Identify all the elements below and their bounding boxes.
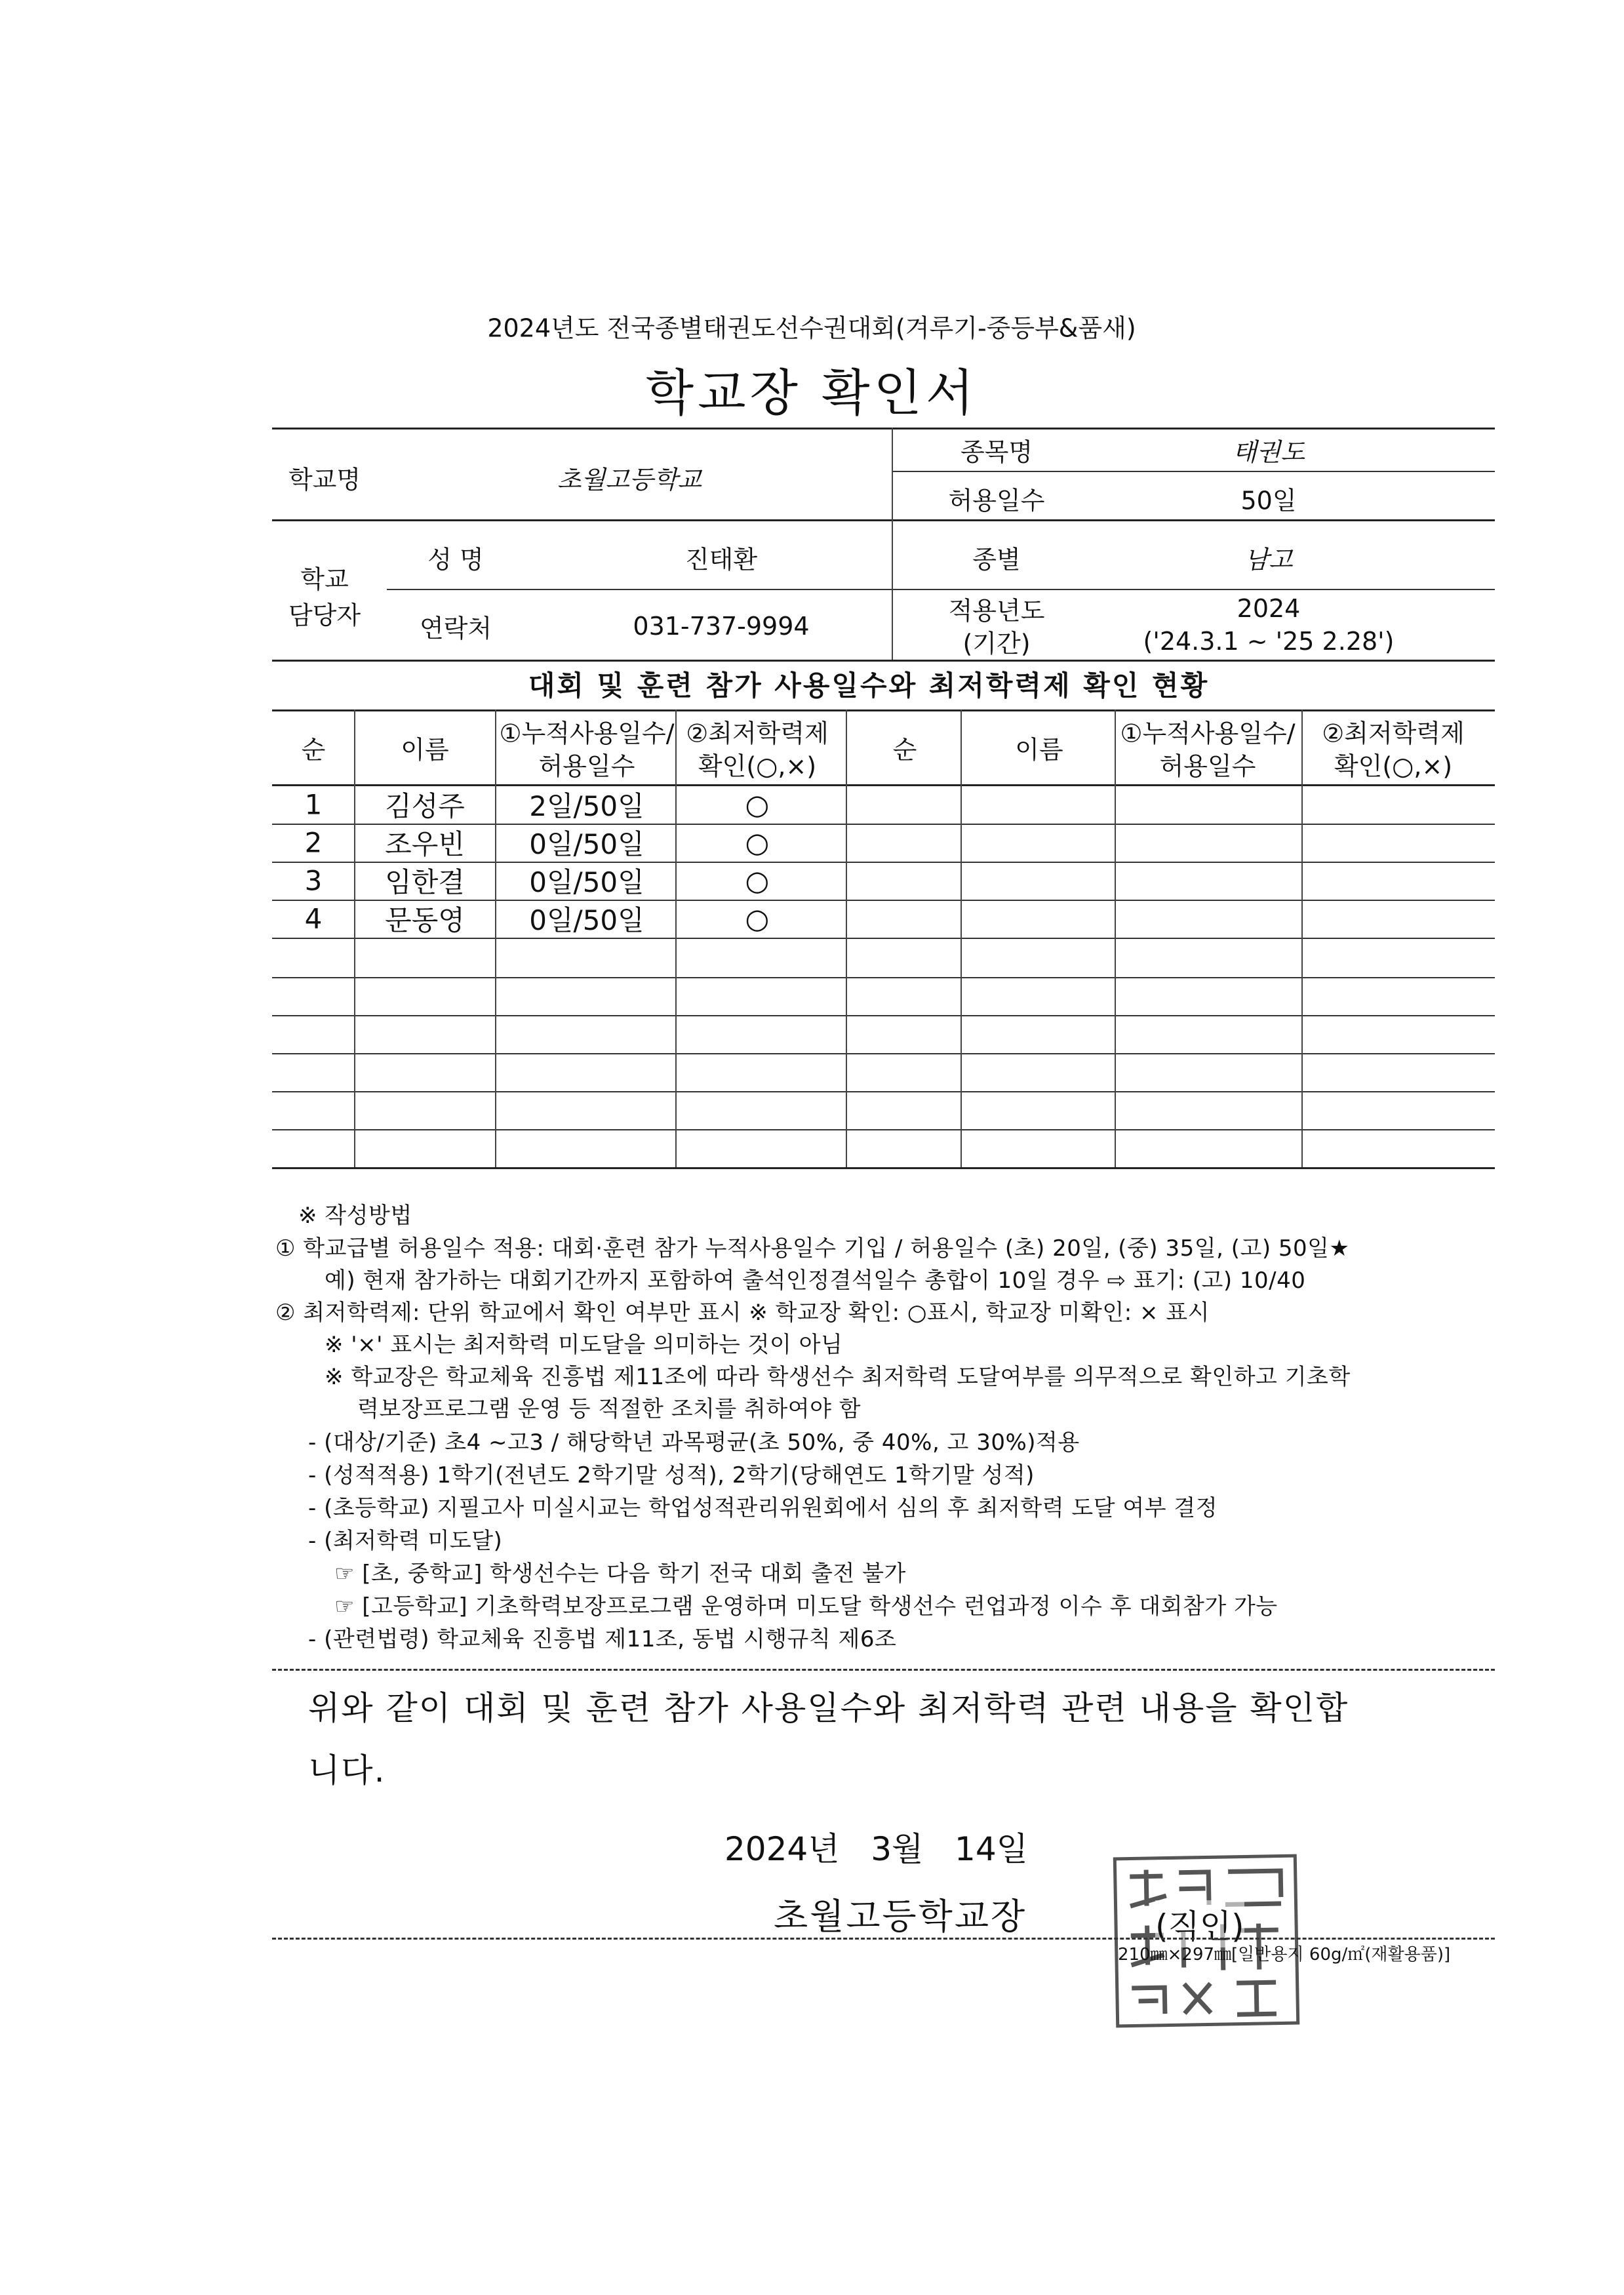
seal-label: (직인) — [1155, 1900, 1244, 1947]
note-line: - (초등학교) 지필고사 미실시교는 학업성적관리위원회에서 심의 후 최저학력 도달 여부 결정 — [308, 1495, 1218, 1521]
status-table-title: 대회 및 훈련 참가 사용일수와 최저학력제 확인 현황 — [528, 669, 1210, 702]
signer-name: 초월고등학교장 — [774, 1896, 1027, 1937]
sport-value: 태권도 — [1232, 437, 1305, 467]
confirm-statement: 위와 같이 대회 및 훈련 참가 사용일수와 최저학력 관련 내용을 확인합 — [308, 1689, 1349, 1727]
category-value: 남고 — [1244, 545, 1293, 574]
contact-person-label-2: 담당자 — [288, 601, 361, 630]
note-line: - (관련법령) 학교체육 진흥법 제11조, 동법 시행규칙 제6조 — [308, 1626, 897, 1652]
note-line: 력보장프로그램 운영 등 적절한 조치를 취하여야 함 — [357, 1396, 862, 1422]
row-check: ○ — [745, 902, 770, 935]
note-line: - (대상/기준) 초4 ~고3 / 해당학년 과목평균(초 50%, 중 40%, 고 30%)적용 — [308, 1429, 1080, 1456]
note-line: ☞ [고등학교] 기초학력보장프로그램 운영하며 미도달 학생선수 런업과정 이수 후 대회참가 가능 — [334, 1593, 1278, 1620]
row-check: ○ — [745, 826, 770, 859]
header-days-right: ①누적사용일수/ — [1120, 719, 1296, 748]
school-label: 학교명 — [288, 465, 361, 494]
header-check-left-2: 확인(○,×) — [698, 751, 817, 781]
row-days: 2일/50일 — [529, 790, 644, 822]
contact-person-label: 학교 — [300, 565, 349, 594]
header-name-left: 이름 — [401, 735, 449, 765]
year-label: 적용년도 — [948, 596, 1045, 626]
phone-label: 연락처 — [419, 614, 492, 643]
row-days: 0일/50일 — [529, 904, 644, 936]
row-days: 0일/50일 — [529, 866, 644, 898]
note-line: ※ 학교장은 학교체육 진흥법 제11조에 따라 학생선수 최저학력 도달여부를 의무적으로 확인하고 기초학 — [325, 1364, 1351, 1390]
name-label: 성 명 — [427, 545, 484, 574]
header-check-left: ②최저학력제 — [686, 719, 829, 748]
row-no: 2 — [304, 826, 323, 859]
header-days-right-2: 허용일수 — [1159, 751, 1256, 781]
allowed-days-value: 50일 — [1240, 486, 1297, 515]
confirm-statement-2: 니다. — [308, 1751, 386, 1789]
note-line: 예) 현재 참가하는 대회기간까지 포함하여 출석인정결석일수 총합이 10일 경우 ⇨ 표기: (고) 10/40 — [325, 1267, 1306, 1294]
note-line: - (최저학력 미도달) — [308, 1528, 503, 1554]
school-value: 초월고등학교 — [557, 465, 702, 494]
note-line: - (성적적용) 1학기(전년도 2학기말 성적), 2학기(당해연도 1학기말 성적) — [308, 1462, 1035, 1488]
notes-heading: ※ 작성방법 — [298, 1203, 412, 1229]
row-days: 0일/50일 — [529, 828, 644, 860]
row-no: 1 — [304, 788, 323, 821]
row-name: 문동영 — [385, 904, 465, 936]
year-value: 2024 — [1237, 594, 1301, 623]
row-name: 조우빈 — [385, 828, 465, 860]
header-days-left-2: 허용일수 — [538, 751, 635, 781]
note-line: ② 최저학력제: 단위 학교에서 확인 여부만 표시 ※ 학교장 확인: ○표시, 학교장 미확인: × 표시 — [275, 1300, 1210, 1326]
document-title: 학교장 확인서 — [645, 363, 978, 422]
note-line: ① 학교급별 허용일수 적용: 대회·훈련 참가 누적사용일수 기입 / 허용일수 (초) 20일, (중) 35일, (고) 50일★ — [275, 1235, 1350, 1262]
paper-spec: 210㎜×297㎜[일반용지 60g/㎡(재활용품)] — [1118, 1945, 1451, 1965]
note-line: ※ '×' 표시는 최저학력 미도달을 의미하는 것이 아님 — [325, 1332, 843, 1358]
row-check: ○ — [745, 788, 770, 821]
header-check-right: ②최저학력제 — [1322, 719, 1465, 748]
header-days-left: ①누적사용일수/ — [499, 719, 675, 748]
sport-label: 종목명 — [960, 437, 1033, 467]
confirm-date: 2024년 3월 14일 — [724, 1830, 1028, 1868]
row-check: ○ — [745, 864, 770, 897]
header-no-left: 순 — [301, 735, 326, 765]
note-line: ☞ [초, 중학교] 학생선수는 다음 학기 전국 대회 출전 불가 — [334, 1561, 906, 1587]
category-label: 종별 — [972, 545, 1021, 574]
row-no: 4 — [304, 902, 323, 935]
phone-value: 031-737-9994 — [633, 612, 810, 641]
header-no-right: 순 — [892, 735, 917, 765]
row-no: 3 — [304, 864, 323, 897]
period-value: ('24.3.1 ~ '25 2.28') — [1143, 627, 1395, 656]
name-value: 진태환 — [684, 545, 758, 574]
row-name: 임한결 — [385, 866, 465, 898]
allowed-days-label: 허용일수 — [948, 486, 1045, 515]
header-check-right-2: 확인(○,×) — [1334, 751, 1453, 781]
row-name: 김성주 — [385, 790, 465, 822]
event-title: 2024년도 전국종별태권도선수권대회(겨루기-중등부&품새) — [487, 313, 1136, 343]
header-name-right: 이름 — [1015, 735, 1063, 765]
year-label-2: (기간) — [962, 629, 1031, 658]
